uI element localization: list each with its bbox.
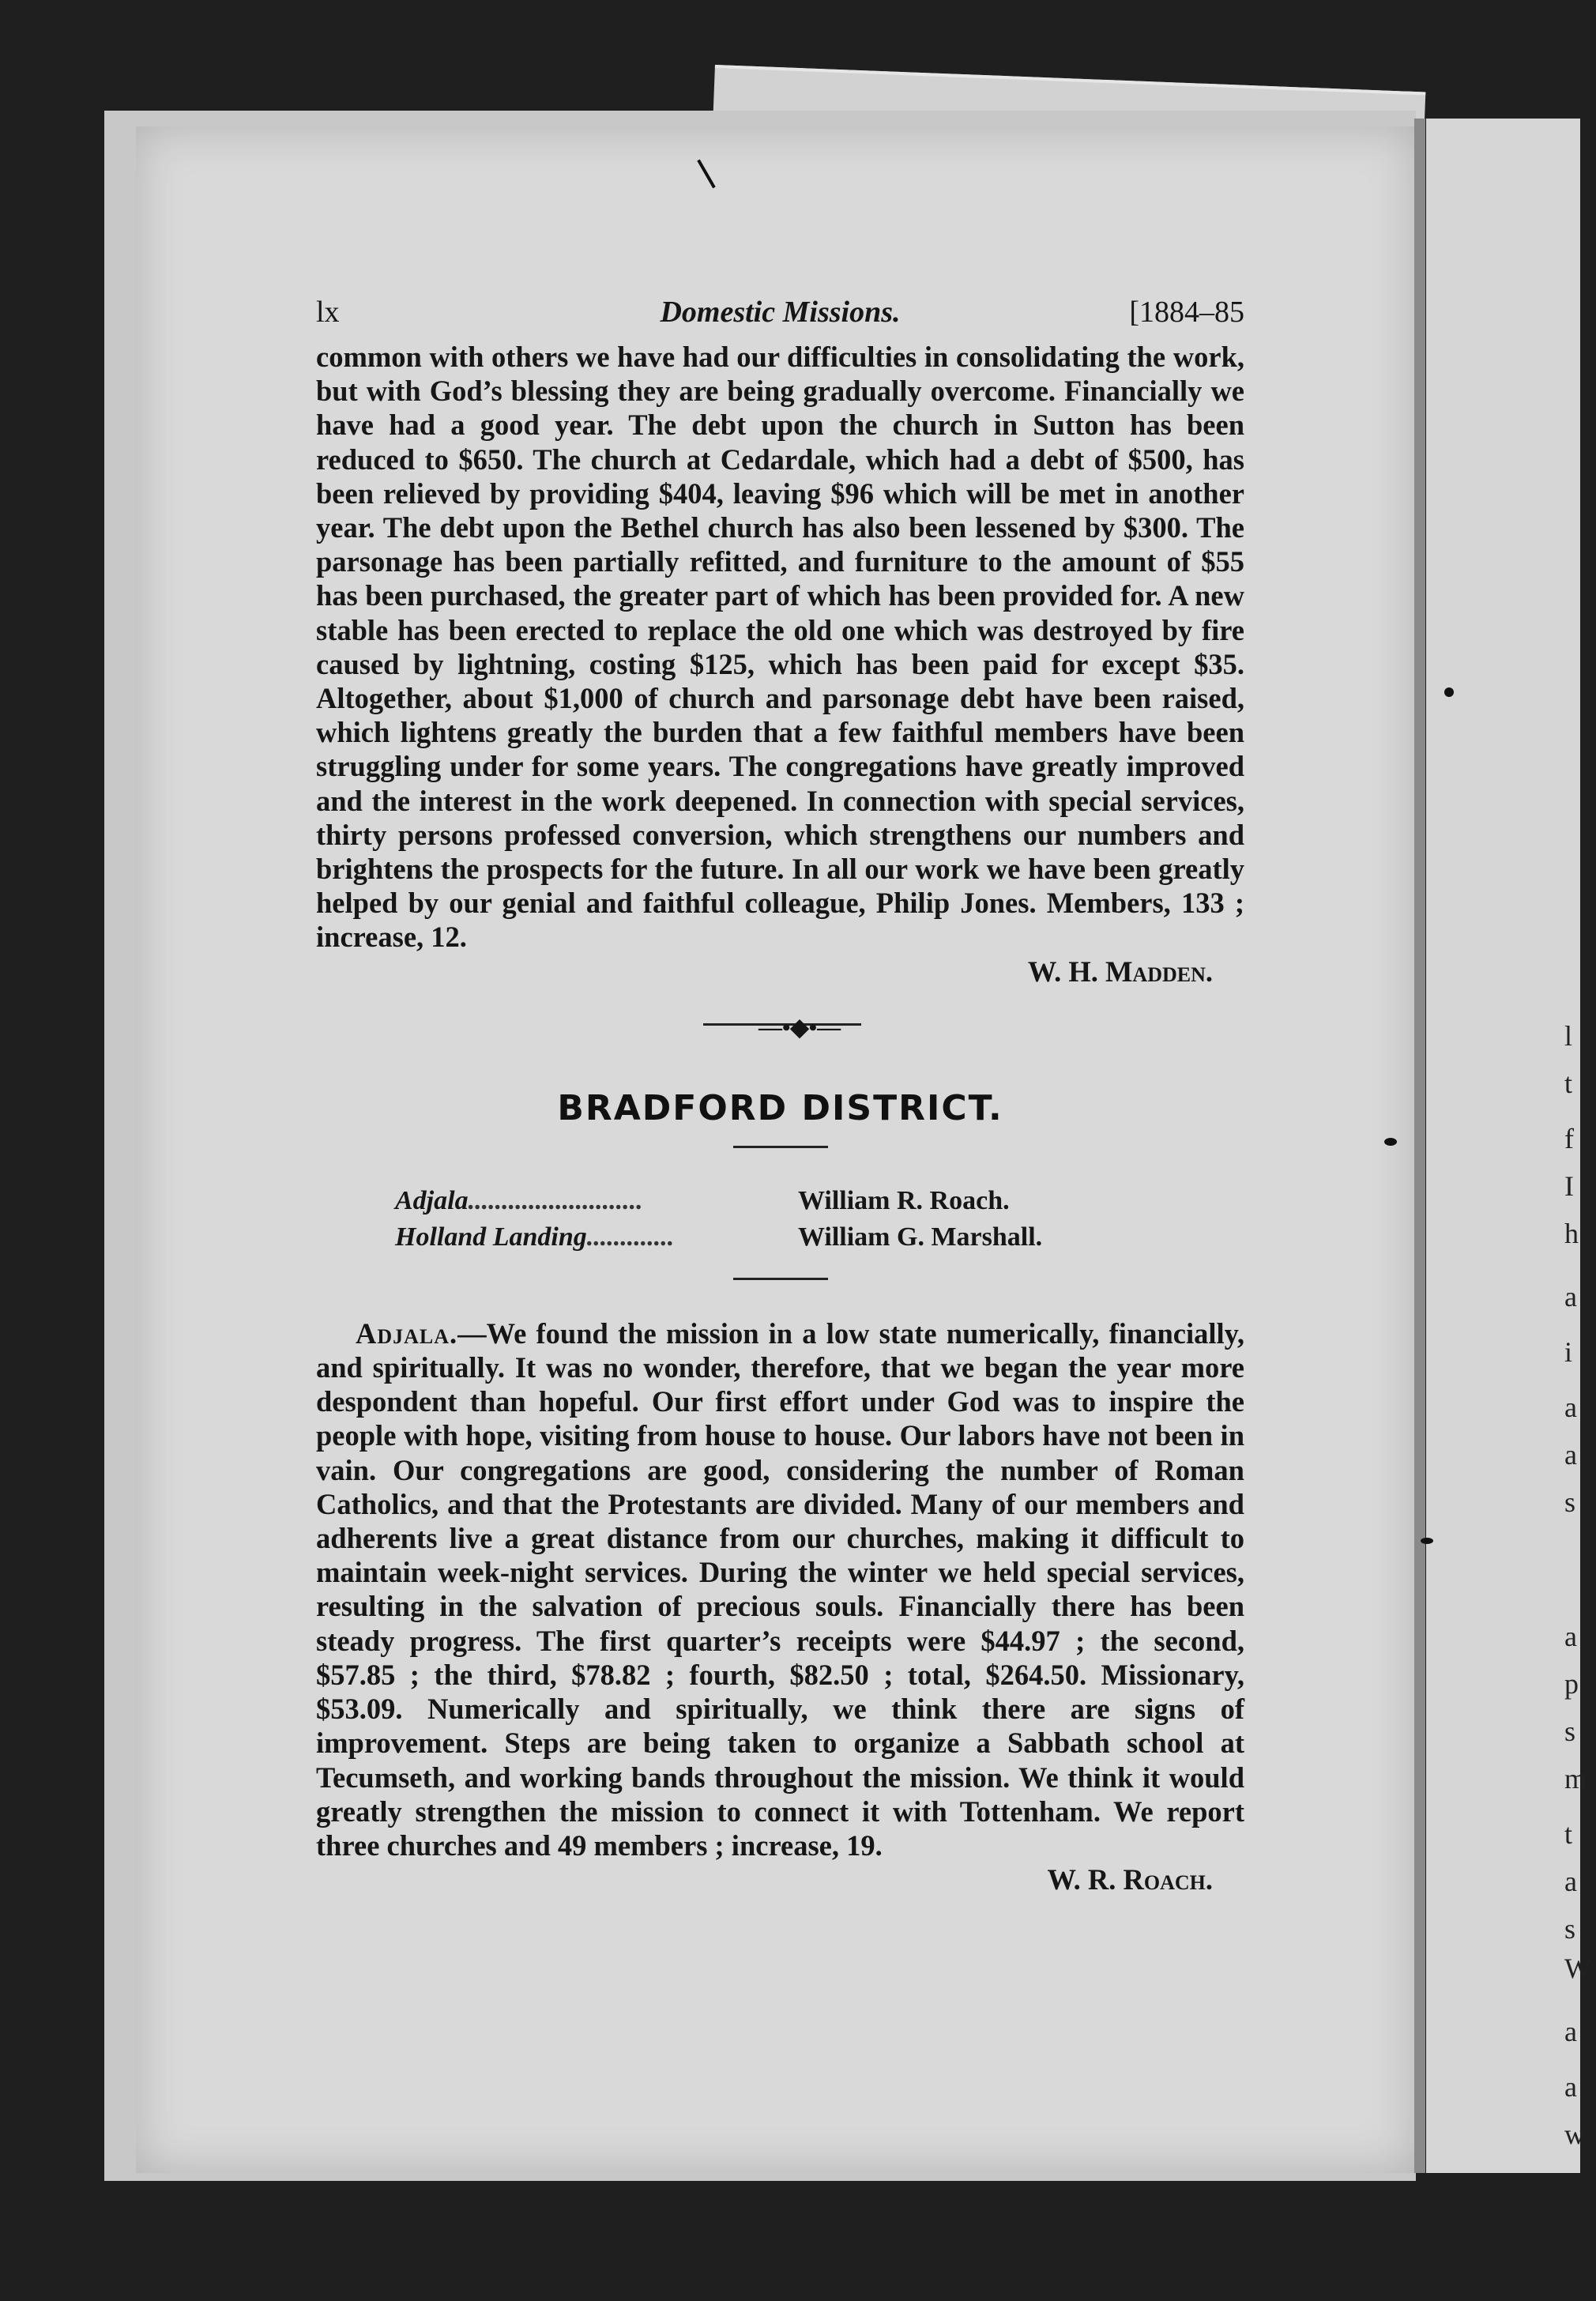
facing-page-letter: s xyxy=(1564,1913,1576,1945)
roach-signature: W. R. Roach. xyxy=(1047,1863,1213,1896)
roster-place: Adjala.......................... xyxy=(395,1185,643,1215)
facing-page-letter: t xyxy=(1564,1818,1573,1850)
facing-page-letter: a xyxy=(1564,2016,1577,2047)
roster-minister: William R. Roach. xyxy=(798,1185,1010,1215)
facing-page-letter: a xyxy=(1564,1439,1577,1471)
roster-row xyxy=(395,1219,1244,1256)
facing-page-letter: i xyxy=(1564,1336,1573,1368)
page-number: lx xyxy=(316,296,340,329)
facing-page-letter: a xyxy=(1564,1621,1577,1652)
facing-page-letter: W xyxy=(1564,1953,1591,1984)
facing-page-letter: a xyxy=(1564,1866,1577,1897)
running-year: [1884–85 xyxy=(1129,296,1244,329)
roster-place: Holland Landing............. xyxy=(395,1222,675,1252)
roster-row xyxy=(395,1183,1244,1219)
roster-minister: William G. Marshall. xyxy=(798,1222,1043,1252)
facing-page-letter: s xyxy=(1564,1715,1576,1747)
running-head xyxy=(316,292,1244,340)
facing-page-letter: m xyxy=(1564,1763,1587,1794)
facing-page-letter: I xyxy=(1564,1170,1574,1202)
district-roster xyxy=(395,1183,1244,1256)
district-heading: BRADFORD DISTRICT. xyxy=(557,1087,1003,1128)
scan-speck xyxy=(1384,1138,1397,1146)
facing-page-letter: s xyxy=(1564,1486,1576,1518)
madden-signature: W. H. Madden. xyxy=(1027,955,1213,988)
facing-page-letter: a xyxy=(1564,2071,1577,2103)
book-spine xyxy=(1414,119,1425,2173)
facing-page-letter: h xyxy=(1564,1218,1579,1249)
adjala-report-text xyxy=(316,1316,1244,1862)
running-title: Domestic Missions. xyxy=(660,296,901,329)
district-rule-bottom xyxy=(733,1278,828,1280)
adjala-body: —We found the mission in a low state numerically, financially, and spiritually. It was no wonder, therefore, that we began the year more despondent than hopeful. Our first effort under God was to inspire the people with hope, visiting from house to house. Our labors have not been in vain. Our congregations are good, considering the number of Roman Catholics, and that the Protestants are divided. Many of our members and adherents live a great distance from our churches, making it difficult to maintain week-night services. During the winter we held special services, resulting in the salvation of precious souls. Financially there has been steady progress. The first quarter’s receipts were $44.97 ; the second, $57.85 ; the third, $78.82 ; fourth, $82.50 ; total, $264.50. Missionary, $53.09. Numerically and spiritually, we think there are signs of improvement. Steps are being taken to organize a Sabbath school at Tecumseth, and working bands throughout the mission. We think it would greatly strengthen the mission to connect it with Tottenham. We report three churches and 49 members ; increase, 19. xyxy=(316,1316,1244,1862)
facing-page-letter: a xyxy=(1564,1392,1577,1423)
district-rule-top xyxy=(733,1146,828,1148)
facing-page-letter: l xyxy=(1564,1020,1573,1052)
adjala-lead: Adjala. xyxy=(356,1316,458,1350)
section-ornament xyxy=(316,989,1244,1044)
facing-page-fragments xyxy=(1564,119,1596,2173)
page-text-column xyxy=(316,292,1244,1896)
facing-page-letter: f xyxy=(1564,1123,1574,1154)
facing-page-letter: a xyxy=(1564,1281,1577,1312)
facing-page xyxy=(1426,119,1591,2173)
madden-report-text: common with others we have had our difficulties in consolidating the work, but with God’s blessing they are being gradually overcome. Financially we have had a good year. The debt upon the church in Sutton has been reduced to $650. The church at Cedardale, which had a debt of $500, has been relieved by providing $404, leaving $96 which will be met in another year. The debt upon the Bethel church has also been lessened by $300. The parsonage has been partially refitted, and furniture to the amount of $55 has been purchased, the greater part of which has been provided for. A new stable has been erected to replace the old one which was destroyed by fire caused by lightning, costing $125, which has been paid for except $35. Altogether, about $1,000 of church and parsonage debt have been raised, which lightens greatly the burden that a few faithful members have been struggling under for some years. The congregations have greatly improved and the interest in the work deepened. In connection with special services, thirty persons professed conversion, which strengthens our numbers and brightens the prospects for the future. In all our work we have been greatly helped by our genial and faithful colleague, Philip Jones. Members, 133 ; increase, 12. xyxy=(316,341,1244,954)
facing-page-letter: t xyxy=(1564,1068,1573,1099)
facing-page-letter: p xyxy=(1564,1668,1579,1700)
facing-page-letter: w xyxy=(1564,2118,1585,2150)
scan-speck xyxy=(1444,687,1454,697)
scan-speck xyxy=(1421,1538,1433,1544)
ornament-glyph: —•◆•— xyxy=(758,1014,841,1041)
